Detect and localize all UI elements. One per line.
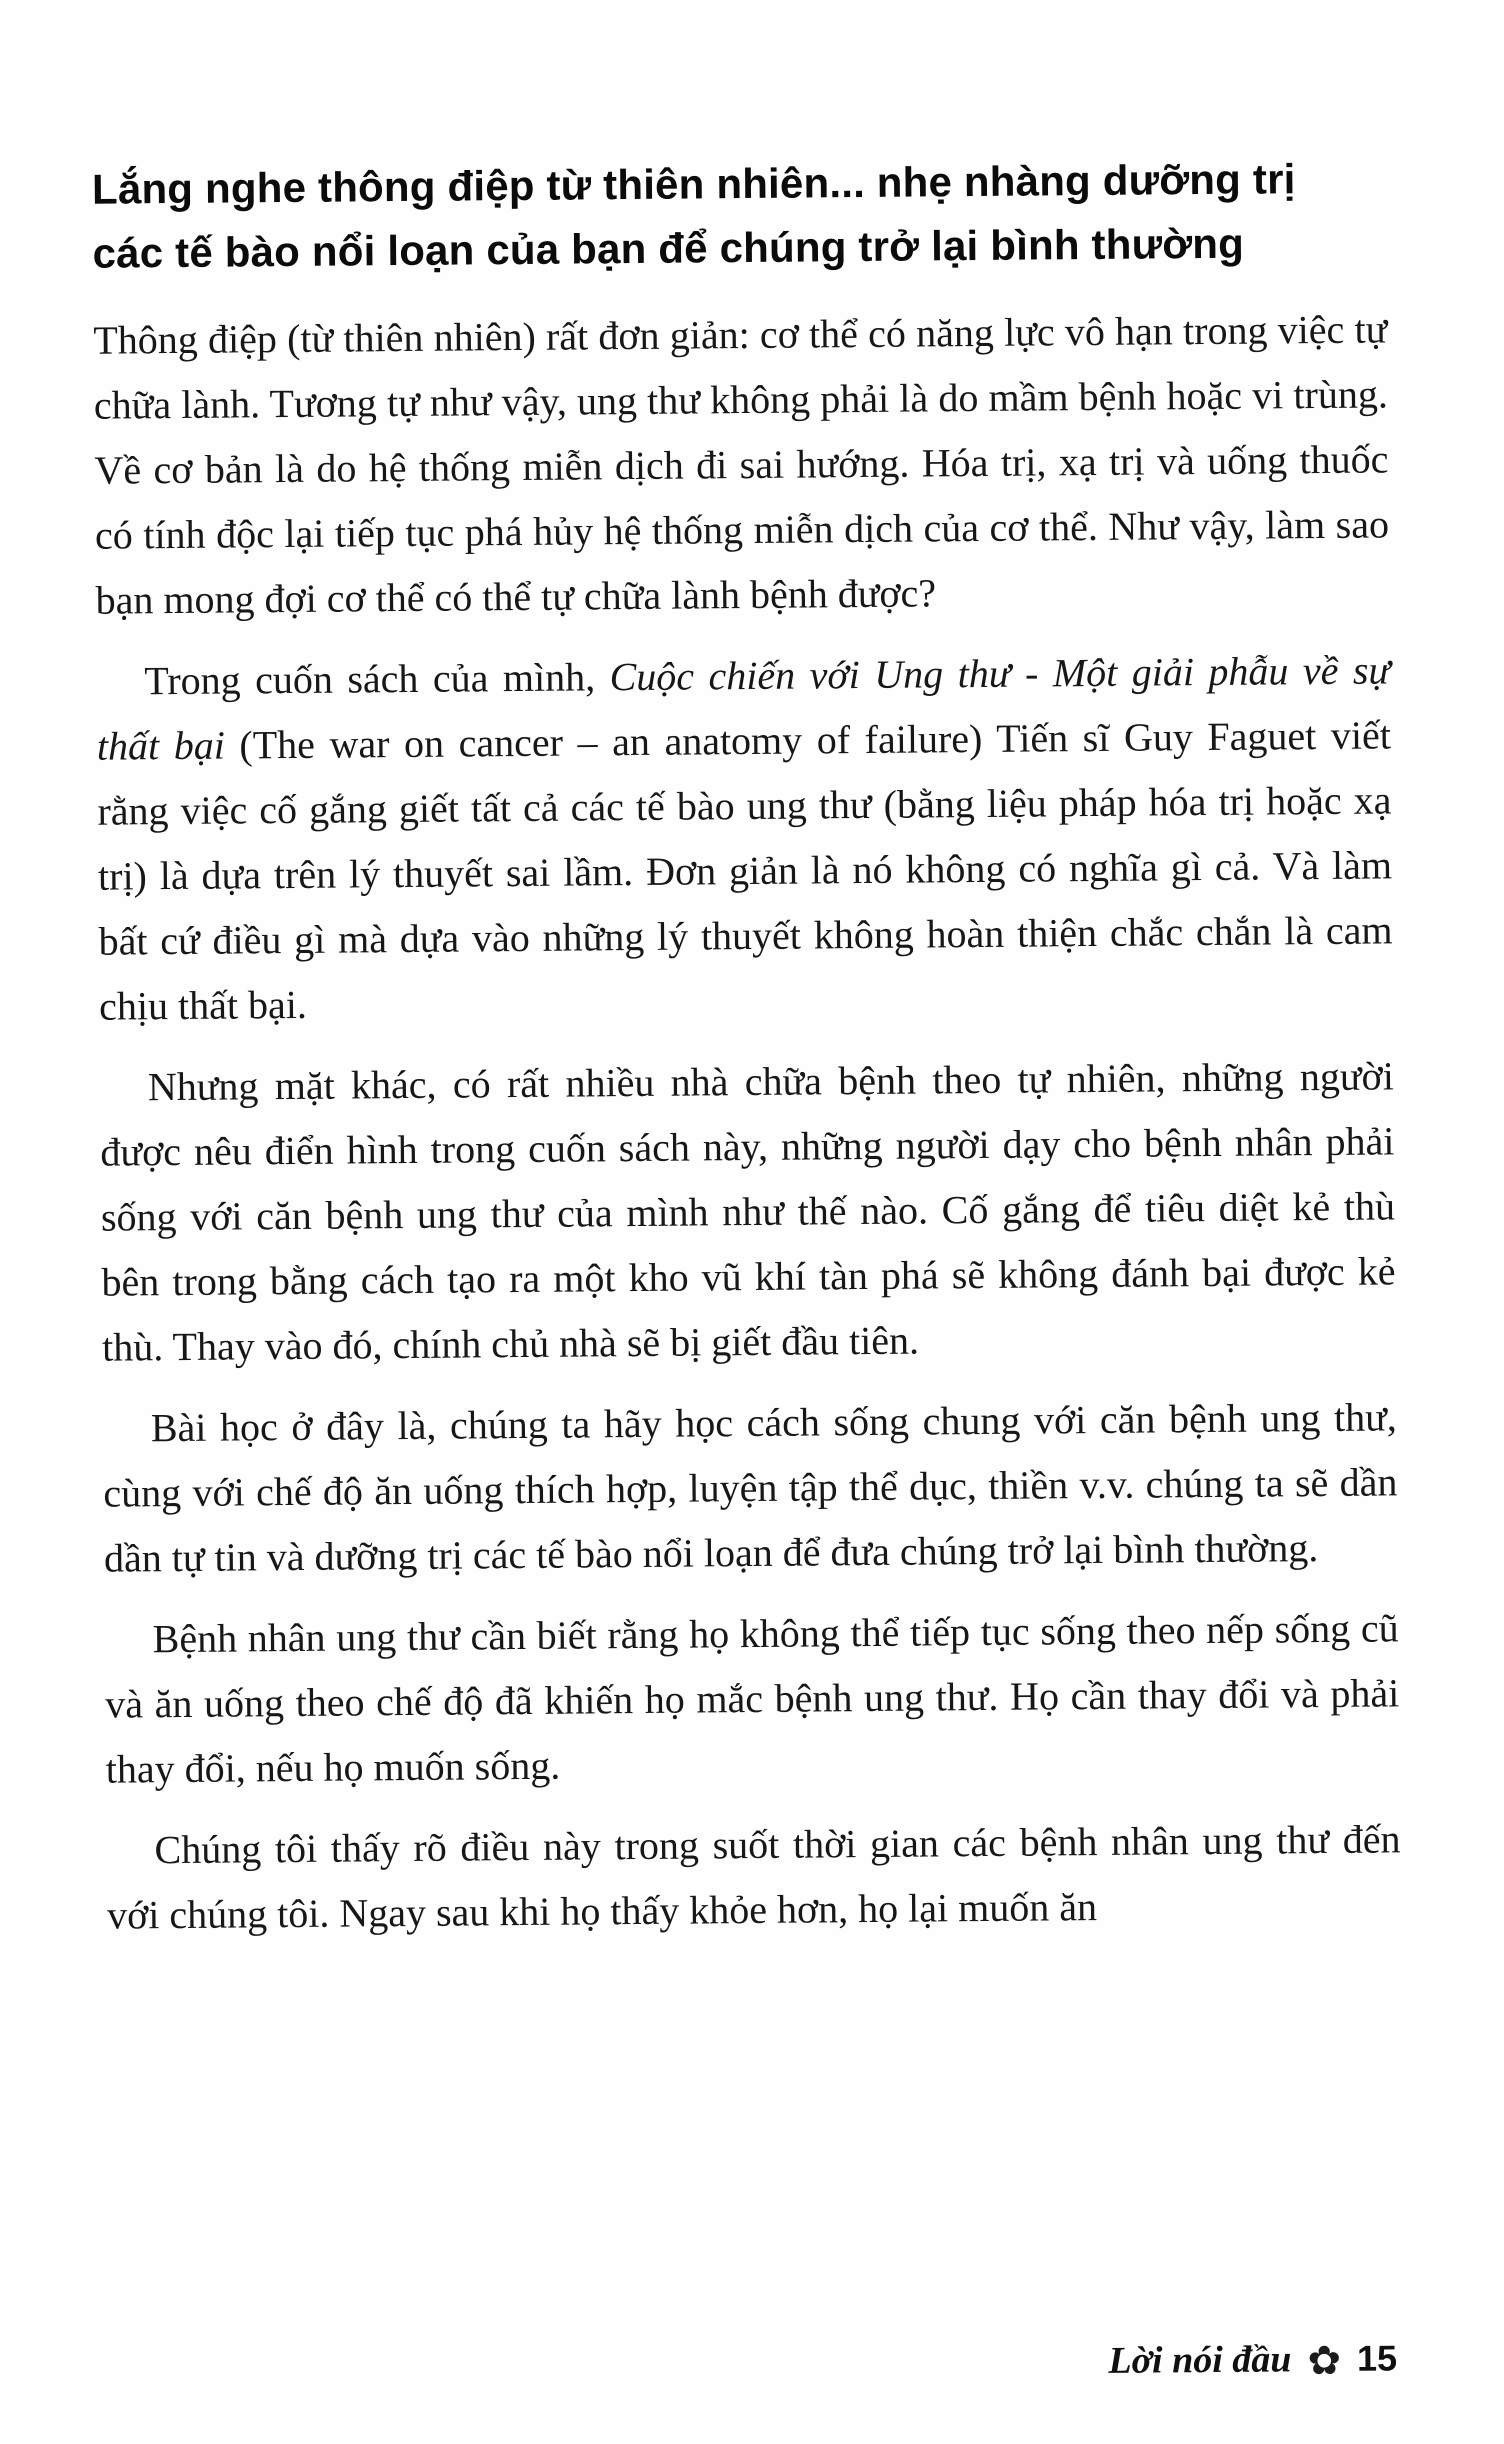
paragraph-5: Bệnh nhân ung thư cần biết rằng họ không thể tiếp tục sống theo nếp sống cũ và ăn uống theo chế độ đã khiến họ mắc bệnh ung thư. Họ cần thay đổi và phải thay đổi, nếu họ muốn sống. (105, 1605, 1400, 1792)
footer-section-label: Lời nói đầu (1108, 2338, 1292, 2382)
heading-line-1: Lắng nghe thông điệp từ thiên nhiên... nhẹ nhàng dưỡng trị (91, 155, 1296, 213)
book-title-italic: Cuộc chiến với Ung thư - Một giải phẫu về sự thất bại (96, 647, 1391, 769)
paragraph-2-rest: (The war on cancer – an anatomy of failure) Tiến sĩ Guy Faguet viết rằng việc cố gắng giết tất cả các tế bào ung thư (bằng liệu pháp hóa trị hoặc xạ trị) là dựa trên lý thuyết sai lầm. Đơn giản là nó không có nghĩa gì cả. Và làm bất cứ điều gì mà dựa vào những lý thuyết không hoàn thiện chắc chắn là cam chịu thất bại. (97, 712, 1393, 1029)
paragraph-1: Thông điệp (từ thiên nhiên) rất đơn giản: cơ thể có năng lực vô hạn trong việc tự chữa lành. Tương tự như vậy, ung thư không phải là do mầm bệnh hoặc vi trùng. Về cơ bản là do hệ thống miễn dịch đi sai hướng. Hóa trị, xạ trị và uống thuốc có tính độc lại tiếp tục phá hủy hệ thống miễn dịch của cơ thể. Như vậy, làm sao bạn mong đợi cơ thể có thể tự chữa lành bệnh được? (93, 306, 1390, 623)
page-footer (1108, 2336, 1397, 2383)
flower-icon: ✿ (1307, 2337, 1342, 2385)
paragraph-2-lead: Trong cuốn sách của mình, (144, 654, 610, 704)
paragraph-2 (96, 637, 1393, 1038)
paragraph-3: Nhưng mặt khác, có rất nhiều nhà chữa bệnh theo tự nhiên, những người được nêu điển hình trong cuốn sách này, những người dạy cho bệnh nhân phải sống với căn bệnh ung thư của mình như thế nào. Cố gắng để tiêu diệt kẻ thù bên trong bằng cách tạo ra một kho vũ khí tàn phá sẽ không đánh bại được kẻ thù. Thay vào đó, chính chủ nhà sẽ bị giết đầu tiên. (100, 1053, 1396, 1370)
section-heading (92, 146, 1387, 285)
paragraph-4: Bài học ở đây là, chúng ta hãy học cách sống chung với căn bệnh ung thư, cùng với chế độ ăn uống thích hợp, luyện tập thể dục, thiền v.v. chúng ta sẽ dần dần tự tin và dưỡng trị các tế bào nổi loạn để đưa chúng trở lại bình thường. (103, 1394, 1398, 1581)
heading-line-2: các tế bào nổi loạn của bạn để chúng trở lại bình thường (92, 219, 1245, 277)
paragraph-6: Chúng tôi thấy rõ điều này trong suốt thời gian các bệnh nhân ung thư đến với chúng tôi. Ngay sau khi họ thấy khỏe hơn, họ lại muốn ăn (106, 1816, 1401, 1938)
page-number: 15 (1356, 2337, 1398, 2379)
